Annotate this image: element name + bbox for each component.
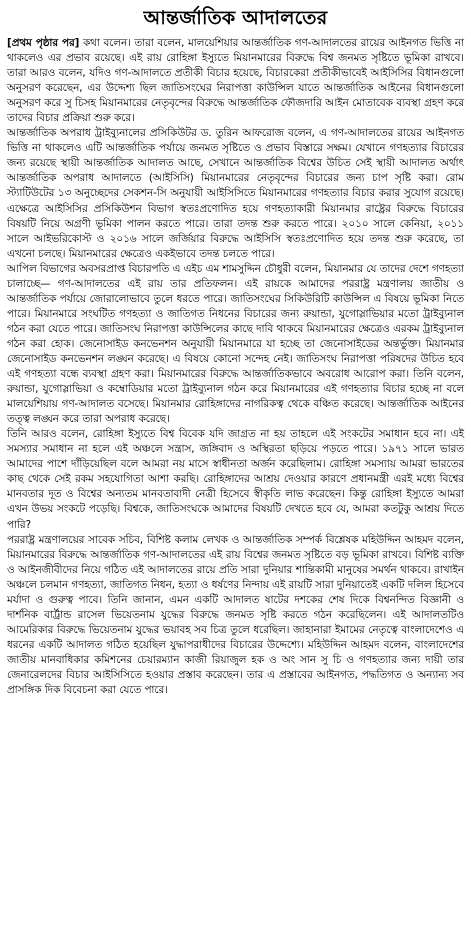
article-paragraph-2: আন্তর্জাতিক অপরাধ ট্রাইব্যুনালের প্রসিকিউটর ড. তুরিন আফরোজ বলেন, এ গণ-আদালতের রায়ের আইনগত ভিত্তি না থাকলেও এটি আন্তর্জাতিক পর্যায়ে জনমত সৃষ্টিতে ও প্রভাব বিস্তারে সক্ষম। যেখানে গণহত্যার বিচারের জন্য রয়েছে স্থায়ী আন্তর্জাতিক আদালত আছে, সেখানে আন্তর্জাতিক বিশ্বের উচিত সেই স্থায়ী আদালত অর্থাৎ আন্তর্জাতিক অপরাধ আদালতে (আইসিসি) মিয়ানমারের নেতৃবৃন্দের বিচারের জন্য চাপ সৃষ্টি করা। রোম স্ট্যাটিউটের ১৩ অনুচ্ছেদের সেকশন-সি অনুযায়ী আইসিসিতে মিয়ানমারের গণহত্যার বিচার করার সুযোগ রয়েছে। এক্ষেত্রে আইসিসির প্রসিকিউশন বিভাগ স্বতঃপ্রণোদিত হয়ে গণহত্যাকারী মিয়ানমার রাষ্ট্রের বিরুদ্ধে বিচারের বিষয়টি নিয়ে অগ্রণী ভূমিকা পালন করতে পারে। তারা তদন্ত শুরু করতে পারে। ২০১০ সালে কেনিয়া, ২০১১ সালে আইভরিকোস্ট ও ২০১৬ সালে জর্জিয়ার বিরুদ্ধে আইসিসি স্বতঃপ্রণোদিত হয়ে তদন্ত শুরু করেছে, তা এখনো চলছে। মিয়ানমারের ক্ষেত্রেও একইভাবে তদন্ত চলতে পারে। — [7, 127, 464, 260]
article-paragraph-3: আপিল বিভাগের অবসরপ্রাপ্ত বিচারপতি এ এইচ এম শামসুদ্দিন চৌধুরী বলেন, মিয়ানমার যে তাদের দেশে গণহত্যা চালাচ্ছে— গণ-আদালতের এই রায় তার প্রতিফলন। এই রায়কে আমাদের পররাষ্ট্র মন্ত্রণালয় জাতীয় ও আন্তর্জাতিক পর্যায়ে জোরালোভাবে তুলে ধরতে পারে। জাতিসংঘের সিকিউরিটি কাউন্সিল এ বিষয়ে ভূমিকা নিতে পারে। মিয়ানমারে সংঘটিত গণহত্যা ও জাতিগত নিধনের বিচারের জন্য রুয়ান্ডা, যুগোস্লাভিয়ার মতো ট্রাইব্যুনাল গঠন করা যেতে পারে। জাতিসংঘ নিরাপত্তা কাউন্সিলের কাছে দাবি থাকবে মিয়ানমারের ক্ষেত্রেও এরকম ট্রাইব্যুনাল গঠন করা হোক। জেনোসাইড কনভেনশন অনুযায়ী মিয়ানমারে যা হচ্ছে তা জেনোসাইডের অন্তর্ভুক্ত। মিয়ানমার জেনোসাইড কনভেনশন লঙ্ঘন করেছে। এ বিষয়ে কোনো সন্দেহ নেই। জাতিসংঘ নিরাপত্তা পরিষদের উচিত হবে এই গণহত্যা বন্ধে ব্যবস্থা গ্রহণ করা। মিয়ানমারের বিরুদ্ধে আন্তর্জাতিকভাবে অবরোধ আরোপ করা। তিনি বলেন, রুয়ান্ডা, যুগোস্লাভিয়া ও কম্বোডিয়ার মতো ট্রাইব্যুনাল গঠন করে মিয়ানমারের এই গণহত্যার বিচার হচ্ছে না বলে মালয়েশিয়ায় গণ-আদালত বসেছে। মিয়ানমার রোহিঙ্গাদের নাগরিকত্ব থেকে বঞ্চিত করেছে। আন্তর্জাতিক আইনের তত্ত্ব লঙ্ঘন করে তারা অপরাধ করেছে। — [7, 262, 464, 426]
article-body — [7, 36, 464, 698]
article-headline: আন্তর্জাতিক আদালতের — [143, 7, 328, 29]
continued-from-label: [প্রথম পৃষ্ঠার পর] — [7, 37, 80, 49]
article-paragraph-5: পররাষ্ট্র মন্ত্রণালয়ের সাবেক সচিব, বিশিষ্ট কলাম লেখক ও আন্তর্জাতিক সম্পর্ক বিশ্লেষক মহিউদ্দিন আহমদ বলেন, মিয়ানমারের বিরুদ্ধে আন্তর্জাতিক গণ-আদালতের এই রায় বিশ্বের জনমত সৃষ্টিতে বড় ভূমিকা রাখবে। বিশিষ্ট ব্যক্তি ও আইনজীবীদের নিয়ে গঠিত এই আদালতের রায়ে প্রতি সারা দুনিয়ার শান্তিকামী মানুষের সমর্থন থাকবে। রাখাইন অঞ্চলে চলমান গণহত্যা, জাতিগত নিধন, হত্যা ও ধর্ষণের নিন্দায় এই রায়টি সারা দুনিয়াতেই একটি দলিল হিসেবে মর্যাদা ও গুরুত্ব পাবে। তিনি জানান, এমন একটি আদালত ষাটের দশকের শেষ দিকে বিশ্বনন্দিত বিজ্ঞানী ও দার্শনিক বার্ট্রান্ড রাসেল ভিয়েতনাম যুদ্ধের বিরুদ্ধে জনমত সৃষ্টি করতে গঠন করেছিলেন। এই আদালতটিও আমেরিকার বিরুদ্ধে ভিয়েতনাম যুদ্ধের ভয়াবহ সব চিত্র তুলে ধরেছিল। জাহানারা ইমামের নেতৃত্বে বাংলাদেশেও এ ধরনের একটি আদালত গঠিত হয়েছিল যুদ্ধাপরাধীদের বিচারের উদ্দেশ্যে। মহিউদ্দিন আহমদ বলেন, বাংলাদেশের জাতীয় মানবাধিকার কমিশনের চেয়ারম্যান কাজী রিয়াজুল হক ও অং সান সু চি ও গণহত্যার জন্য দায়ী তার জেনারেলদের বিচার আইসিসিতে হওয়ার প্রস্তাব করেছেন। তার এ প্রস্তাবের আইনগত, পদ্ধতিগত ও অন্যান্য সব প্রাসঙ্গিক দিক বিবেচনা করা যেতে পারে। — [7, 533, 464, 697]
article-paragraph-4: তিনি আরও বলেন, রোহিঙ্গা ইস্যুতে বিশ্ব বিবেক যদি জাগ্রত না হয় তাহলে এই সংকটের সমাধান হবে না। এই সমস্যার সমাধান না হলে এই অঞ্চলে সন্ত্রাস, জঙ্গিবাদ ও অস্থিরতা ছড়িয়ে পড়তে পারে। ১৯৭১ সালে ভারত আমাদের পাশে দাঁড়িয়েছিল বলে আমরা নয় মাসে স্বাধীনতা অর্জন করেছিলাম। রোহিঙ্গা সমস্যায় আমরা ভারতের কাছ থেকে সেই রকম সহযোগিতা আশা করছি। রোহিঙ্গাদের আশ্রয় দেওয়ার কারণে প্রধানমন্ত্রী এরই মধ্যে বিশ্বের মানবতার দূত ও বিশ্বের অন্যতম মানবতাবাদী নেত্রী হিসেবে স্বীকৃতি লাভ করেছেন। কিন্তু রোহিঙ্গা ইস্যুতে আমরা এখন উভয় সংকটে পড়েছি। বিশ্বকে, জাতিসংঘকে আমাদের বিষয়টি দেখতে হবে যে, আমরা কতটুকু আশ্রয় দিতে পারি? — [7, 428, 464, 531]
article-paragraph-1 — [7, 36, 464, 126]
paragraph-text: কথা বলেন। তারা বলেন, মালয়েশিয়ার আন্তর্জাতিক গণ-আদালতের রায়ের আইনগত ভিত্তি না থাকলেও এর প্রভাব রয়েছে। এই রায় রোহিঙ্গা ইস্যুতে মিয়ানমারের বিরুদ্ধে বিশ্ব জনমত সৃষ্টিতে ভূমিকা রাখবে। তারা আরও বলেন, যদিও গণ-আদালতে প্রতীকী বিচার হয়েছে, বিচারকেরা প্রতীকীভাবেই আইসিসির বিধানগুলো অনুসরণ করেছেন, এর উদ্দেশ্য ছিল জাতিসংঘের নিরাপত্তা কাউন্সিল যাতে আন্তর্জাতিক আইনের বিধানগুলো অনুসরণ করে সু চিসহ মিয়ানমারের নেতৃবৃন্দের বিরুদ্ধে আন্তর্জাতিক ফৌজদারি আইন মোতাবেক ব্যবস্থা গ্রহণ করে তাদের বিচার প্রক্রিয়া শুরু করে। — [7, 37, 465, 125]
